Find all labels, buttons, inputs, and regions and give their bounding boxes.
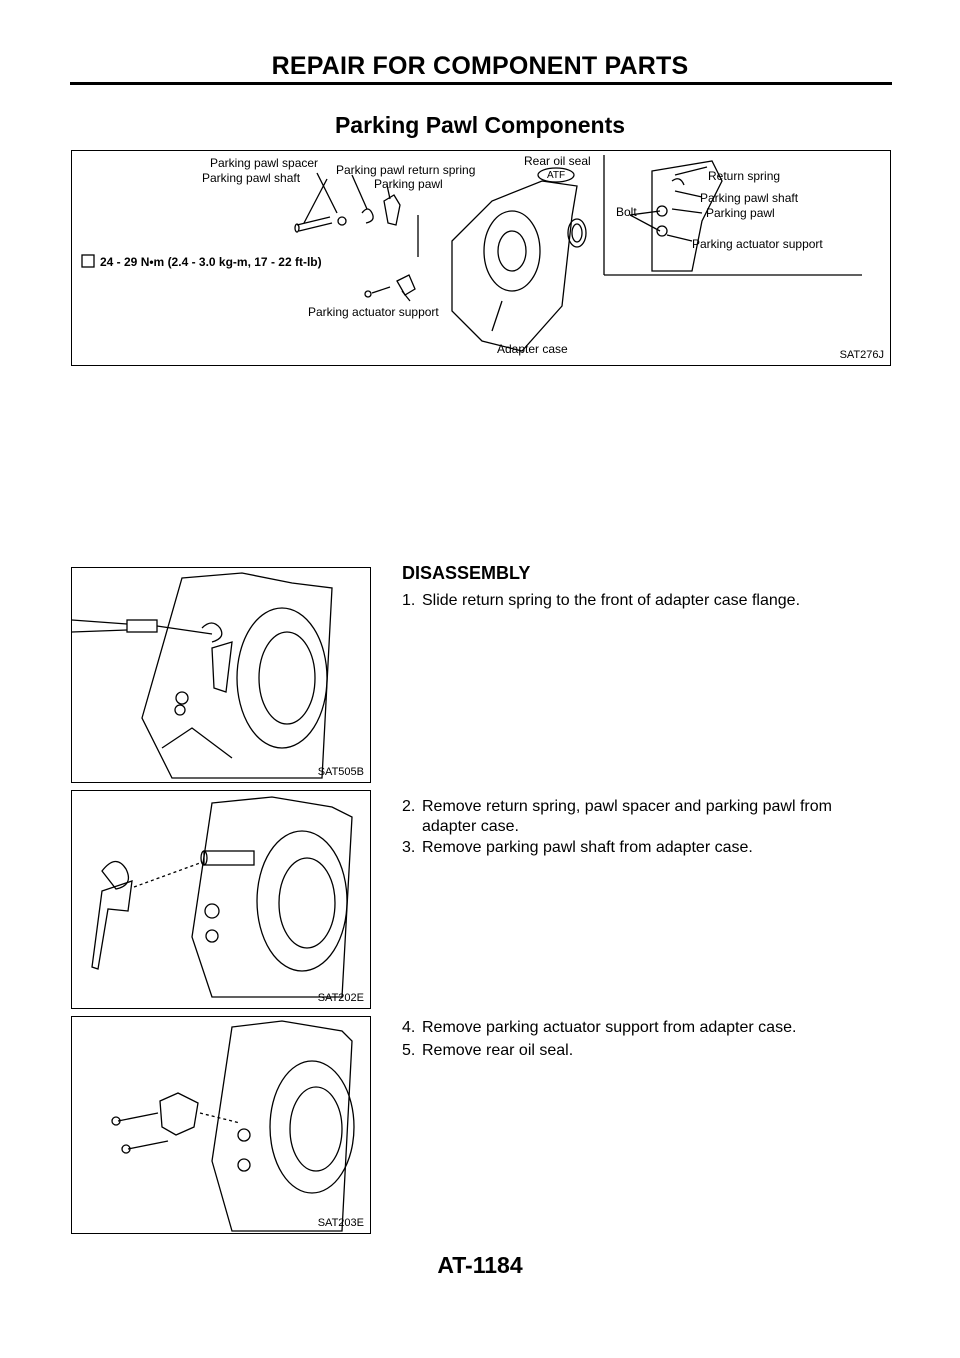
step-4	[402, 1018, 892, 1038]
figure-code: SAT202E	[317, 992, 364, 1004]
figure-code: SAT505B	[317, 766, 364, 778]
label-parking-pawl-return-spring: Parking pawl return spring	[336, 163, 476, 177]
slide-spring-illustration	[72, 568, 370, 782]
label-parking-pawl: Parking pawl	[374, 177, 443, 191]
label-parking-pawl-shaft: Parking pawl shaft	[202, 171, 301, 185]
step-2	[402, 797, 892, 837]
label-inset-parking-actuator-support: Parking actuator support	[692, 237, 823, 251]
step-text-continued: adapter case.	[422, 818, 519, 835]
remove-actuator-illustration	[72, 1017, 370, 1233]
step-number: 3.	[402, 839, 416, 856]
header-rule	[70, 82, 892, 85]
label-adapter-case: Adapter case	[497, 342, 568, 356]
label-rear-oil-seal: Rear oil seal	[524, 154, 591, 168]
section-title: Parking Pawl Components	[334, 112, 626, 138]
step-5	[402, 1041, 892, 1061]
figure-slide-return-spring	[71, 567, 371, 783]
step-text: Slide return spring to the front of adapter case flange.	[422, 592, 801, 609]
label-parking-pawl-spacer: Parking pawl spacer	[210, 156, 319, 170]
label-torque-spec: 24 - 29 N•m (2.4 - 3.0 kg-m, 17 - 22 ft-lb)	[100, 255, 322, 269]
step-number: 4.	[402, 1019, 416, 1036]
label-inset-parking-pawl: Parking pawl	[706, 206, 775, 220]
step-text: Remove parking pawl shaft from adapter case.	[422, 839, 753, 856]
step-text: Remove rear oil seal.	[422, 1042, 574, 1059]
label-inset-return-spring: Return spring	[708, 169, 781, 183]
step-text: Remove return spring, pawl spacer and parking pawl from	[422, 798, 832, 815]
label-inset-parking-pawl-shaft: Parking pawl shaft	[700, 191, 799, 205]
step-number: 1.	[402, 592, 416, 609]
label-inset-bolt: Bolt	[616, 205, 637, 219]
figure-remove-actuator-support	[71, 1016, 371, 1234]
step-3	[402, 838, 892, 858]
page-header-title: REPAIR FOR COMPONENT PARTS	[271, 52, 689, 80]
parking-pawl-components-figure	[71, 150, 891, 366]
step-1	[402, 591, 892, 611]
step-number: 2.	[402, 798, 416, 815]
label-atf: ATF	[547, 170, 566, 181]
page-number: AT-1184	[437, 1252, 523, 1278]
remove-spring-illustration	[72, 791, 370, 1008]
figure-remove-return-spring	[71, 790, 371, 1009]
step-number: 5.	[402, 1042, 416, 1059]
disassembly-heading: DISASSEMBLY	[402, 563, 531, 583]
step-text: Remove parking actuator support from adapter case.	[422, 1019, 797, 1036]
figure-code: SAT276J	[839, 349, 884, 361]
label-parking-actuator-support: Parking actuator support	[308, 305, 439, 319]
figure-code: SAT203E	[317, 1217, 364, 1229]
